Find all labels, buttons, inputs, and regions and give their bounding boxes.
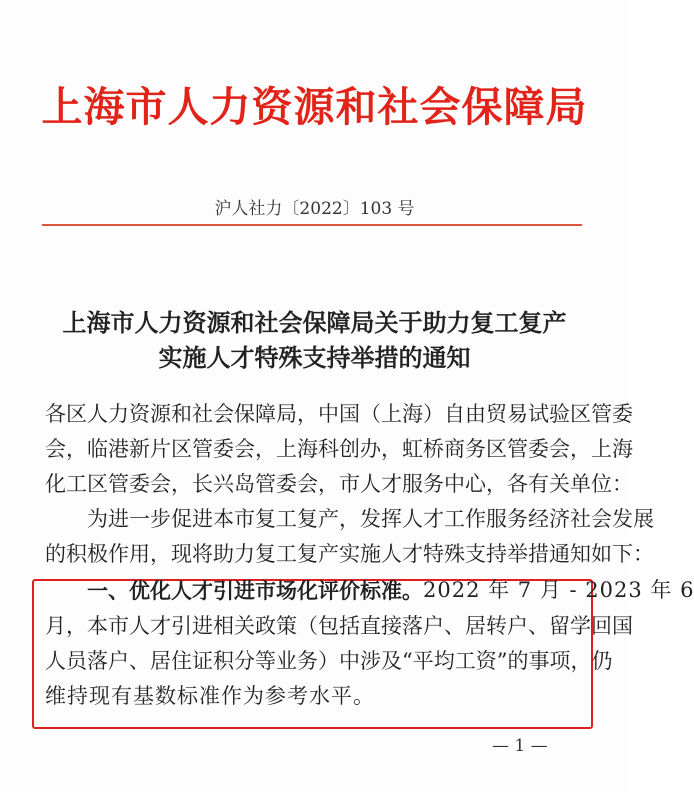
item1-date-range: 2022 年 7 月 - 2023 年 6 — [423, 578, 694, 602]
item1-line — [45, 573, 694, 608]
addressee-line: 各区人力资源和社会保障局，中国（上海）自由贸易试验区管委 — [45, 402, 633, 426]
item1-line: 月，本市人才引进相关政策（包括直接落户、居转户、留学回国 — [45, 614, 633, 638]
item1-heading: 一、优化人才引进市场化评价标准。 — [45, 578, 423, 603]
red-divider — [42, 224, 582, 226]
addressee-line: 化工区管委会，长兴岛管委会，市人才服务中心，各有关单位： — [45, 472, 633, 496]
document-title-line-2: 实施人才特殊支持举措的通知 — [158, 343, 471, 372]
document-title-line-1: 上海市人力资源和社会保障局关于助力复工复产 — [62, 308, 567, 337]
document-number: 沪人社力〔2022〕103 号 — [214, 199, 415, 219]
item1-line: 维持现有基数标准作为参考水平。 — [45, 684, 375, 708]
masthead: 上海市人力资源和社会保障局 — [41, 83, 588, 131]
intro-line: 为进一步促进本市复工复产，发挥人才工作服务经济社会发展 — [45, 507, 654, 531]
intro-line: 的积极作用，现将助力复工复产实施人才特殊支持举措通知如下： — [45, 542, 654, 566]
item1-line: 人员落户、居住证积分等业务）中涉及“平均工资”的事项，仍 — [45, 649, 613, 673]
addressee-line: 会，临港新片区管委会，上海科创办，虹桥商务区管委会，上海 — [45, 437, 633, 461]
page-number: — 1 — — [492, 736, 548, 756]
